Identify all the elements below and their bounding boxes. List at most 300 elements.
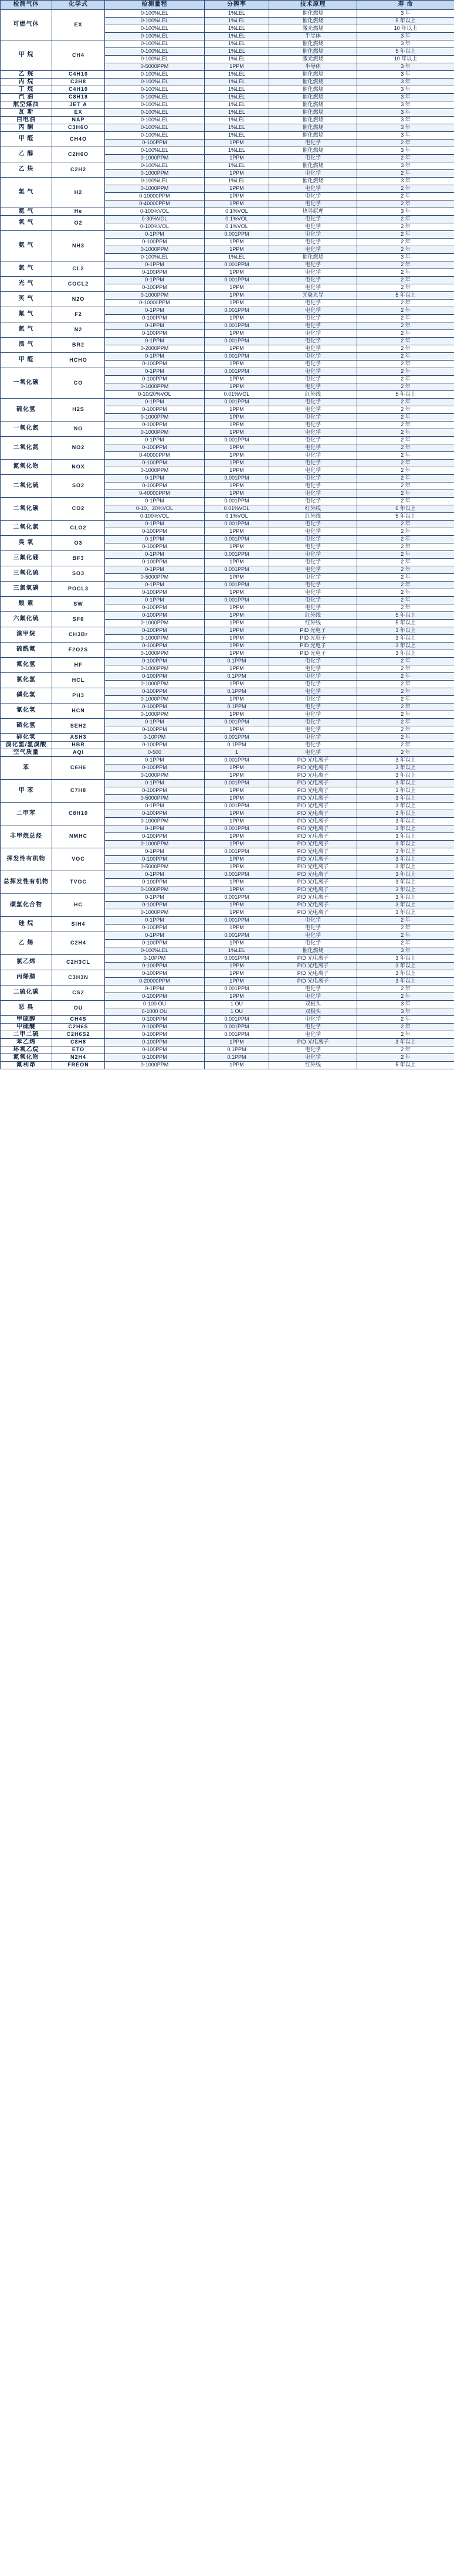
cell-range: 0-1000 OU bbox=[105, 1008, 205, 1016]
cell-resolution: 0.001PPM bbox=[205, 932, 269, 940]
cell-principle: 电化学 bbox=[269, 223, 357, 231]
cell-resolution: 0.001PPM bbox=[205, 803, 269, 810]
table-row bbox=[1, 1031, 454, 1039]
cell-range: 0-1PPM bbox=[105, 231, 205, 239]
cell-resolution: 0.001PPM bbox=[205, 551, 269, 559]
cell-principle: 催化燃烧 bbox=[269, 94, 357, 101]
cell-gas: 丁 烷 bbox=[1, 86, 52, 94]
cell-life: 3 年 bbox=[357, 109, 454, 117]
cell-formula: FREON bbox=[52, 1062, 105, 1069]
cell-life: 3 年 bbox=[357, 1008, 454, 1016]
cell-life: 3 年以上 bbox=[357, 894, 454, 902]
cell-gas: 笑 气 bbox=[1, 292, 52, 307]
cell-resolution: 0.001PPM bbox=[205, 985, 269, 993]
table-row bbox=[1, 894, 454, 902]
table-row bbox=[1, 803, 454, 810]
cell-range: 0-100%LEL bbox=[105, 48, 205, 56]
cell-life: 3 年以上 bbox=[357, 810, 454, 818]
cell-resolution: 1%LEL bbox=[205, 48, 269, 56]
cell-resolution: 0.001PPM bbox=[205, 338, 269, 345]
cell-life: 3 年 bbox=[357, 71, 454, 79]
cell-range: 0-5000PPM bbox=[105, 864, 205, 871]
cell-range: 0-1PPM bbox=[105, 551, 205, 559]
cell-range: 0-40000PPM bbox=[105, 490, 205, 498]
cell-principle: 电化学 bbox=[269, 940, 357, 947]
cell-principle: 电化学 bbox=[269, 406, 357, 414]
cell-gas: 瓦 斯 bbox=[1, 109, 52, 117]
cell-resolution: 1PPM bbox=[205, 559, 269, 566]
cell-resolution: 0.001PPM bbox=[205, 734, 269, 742]
cell-principle: 电化学 bbox=[269, 437, 357, 444]
cell-life: 2 年 bbox=[357, 193, 454, 200]
cell-resolution: 1PPM bbox=[205, 490, 269, 498]
cell-resolution: 1PPM bbox=[205, 681, 269, 688]
cell-principle: PID 光电离子 bbox=[269, 787, 357, 795]
cell-life: 5 年以上 bbox=[357, 391, 454, 399]
cell-gas: 三氯氧磷 bbox=[1, 582, 52, 597]
table-row bbox=[1, 932, 454, 940]
cell-principle: PID 光电子 bbox=[269, 627, 357, 635]
cell-life: 2 年 bbox=[357, 681, 454, 688]
table-row bbox=[1, 1062, 454, 1069]
cell-range: 0-100PPM bbox=[105, 726, 205, 734]
table-row bbox=[1, 261, 454, 269]
cell-range: 0-1PPM bbox=[105, 757, 205, 764]
cell-life: 3 年 bbox=[357, 1001, 454, 1008]
cell-life: 2 年 bbox=[357, 140, 454, 147]
cell-gas: 二氧化硫 bbox=[1, 475, 52, 498]
cell-life: 2 年 bbox=[357, 467, 454, 475]
cell-principle: 电化学 bbox=[269, 185, 357, 193]
cell-life: 2 年 bbox=[357, 673, 454, 681]
cell-resolution: 1PPM bbox=[205, 361, 269, 368]
cell-resolution: 1PPM bbox=[205, 864, 269, 871]
cell-life: 10 年以上 bbox=[357, 56, 454, 63]
cell-gas: 汽 油 bbox=[1, 94, 52, 101]
cell-life: 2 年 bbox=[357, 589, 454, 597]
cell-formula: CO bbox=[52, 368, 105, 399]
cell-life: 3 年以上 bbox=[357, 955, 454, 963]
cell-life: 2 年 bbox=[357, 719, 454, 726]
cell-resolution: 1PPM bbox=[205, 452, 269, 460]
cell-principle: 电化学 bbox=[269, 559, 357, 566]
cell-principle: 电化学 bbox=[269, 742, 357, 749]
cell-resolution: 1PPM bbox=[205, 879, 269, 886]
cell-life: 2 年 bbox=[357, 399, 454, 406]
cell-life: 3 年 bbox=[357, 86, 454, 94]
cell-life: 2 年 bbox=[357, 361, 454, 368]
cell-range: 0-100PPM bbox=[105, 559, 205, 566]
cell-formula: OU bbox=[52, 1001, 105, 1016]
cell-resolution: 1PPM bbox=[205, 787, 269, 795]
cell-resolution: 0.01%VOL bbox=[205, 391, 269, 399]
cell-resolution: 1%LEL bbox=[205, 79, 269, 86]
cell-principle: 电化学 bbox=[269, 566, 357, 574]
cell-resolution: 0.001PPM bbox=[205, 1031, 269, 1039]
cell-resolution: 0.001PPM bbox=[205, 719, 269, 726]
cell-range: 0-100PPM bbox=[105, 612, 205, 620]
cell-gas: 酸 素 bbox=[1, 597, 52, 612]
cell-range: 0-10000PPM bbox=[105, 300, 205, 307]
cell-principle: 双极头 bbox=[269, 1001, 357, 1008]
table-row bbox=[1, 704, 454, 711]
table-row bbox=[1, 521, 454, 528]
cell-range: 0-100PPM bbox=[105, 940, 205, 947]
cell-range: 0-40000PPM bbox=[105, 452, 205, 460]
cell-resolution: 1PPM bbox=[205, 764, 269, 772]
cell-principle: 电化学 bbox=[269, 528, 357, 536]
cell-resolution: 1PPM bbox=[205, 635, 269, 643]
cell-principle: PID 光电离子 bbox=[269, 856, 357, 864]
cell-principle: 催化燃烧 bbox=[269, 10, 357, 18]
cell-principle: 电化学 bbox=[269, 155, 357, 162]
cell-principle: 电化学 bbox=[269, 475, 357, 482]
cell-resolution: 1%LEL bbox=[205, 18, 269, 25]
table-row bbox=[1, 94, 454, 101]
cell-principle: 电化学 bbox=[269, 460, 357, 467]
cell-resolution: 0.001PPM bbox=[205, 261, 269, 269]
cell-formula: COCL2 bbox=[52, 277, 105, 292]
cell-formula: SO2 bbox=[52, 475, 105, 498]
table-row bbox=[1, 117, 454, 124]
cell-resolution: 1PPM bbox=[205, 833, 269, 841]
cell-formula: CLO2 bbox=[52, 521, 105, 536]
cell-life: 2 年 bbox=[357, 521, 454, 528]
cell-resolution: 0.1PPM bbox=[205, 1046, 269, 1054]
cell-principle: 红外线 bbox=[269, 620, 357, 627]
cell-principle: 电化学 bbox=[269, 322, 357, 330]
table-row bbox=[1, 79, 454, 86]
cell-life: 3 年 bbox=[357, 117, 454, 124]
cell-resolution: 0.001PPM bbox=[205, 399, 269, 406]
cell-resolution: 1PPM bbox=[205, 444, 269, 452]
cell-formula: TVOC bbox=[52, 871, 105, 894]
cell-resolution: 0.001PPM bbox=[205, 597, 269, 604]
cell-gas: 丙 烷 bbox=[1, 79, 52, 86]
cell-life: 2 年 bbox=[357, 246, 454, 254]
cell-gas: 挥发性有机物 bbox=[1, 848, 52, 871]
cell-principle: PID 光电离子 bbox=[269, 764, 357, 772]
cell-principle: 电化学 bbox=[269, 140, 357, 147]
cell-formula: CL2 bbox=[52, 261, 105, 277]
cell-principle: 电化学 bbox=[269, 422, 357, 429]
cell-principle: 电化学 bbox=[269, 658, 357, 665]
cell-life: 2 年 bbox=[357, 429, 454, 437]
cell-gas: 溴化氢/氢溴酸 bbox=[1, 742, 52, 749]
cell-resolution: 1PPM bbox=[205, 239, 269, 246]
table-row bbox=[1, 147, 454, 155]
cell-resolution: 1PPM bbox=[205, 902, 269, 909]
cell-range: 0-100%LEL bbox=[105, 147, 205, 155]
cell-life: 2 年 bbox=[357, 985, 454, 993]
cell-principle: 电化学 bbox=[269, 345, 357, 353]
table-row bbox=[1, 216, 454, 223]
cell-life: 2 年 bbox=[357, 330, 454, 338]
cell-life: 3 年以上 bbox=[357, 764, 454, 772]
table-row bbox=[1, 178, 454, 185]
cell-gas: 二氧化氯 bbox=[1, 521, 52, 536]
cell-range: 0-1PPM bbox=[105, 261, 205, 269]
header-formula: 化学式 bbox=[52, 1, 105, 10]
cell-gas: 氟 气 bbox=[1, 307, 52, 322]
cell-principle: PID 光电离子 bbox=[269, 757, 357, 764]
cell-range: 0-100%LEL bbox=[105, 162, 205, 170]
cell-range: 0-1PPM bbox=[105, 848, 205, 856]
cell-resolution: 1%LEL bbox=[205, 56, 269, 63]
cell-resolution: 1PPM bbox=[205, 993, 269, 1001]
cell-principle: PID 光电离子 bbox=[269, 955, 357, 963]
cell-principle: 热导原理 bbox=[269, 208, 357, 216]
cell-range: 0-1000PPM bbox=[105, 1062, 205, 1069]
cell-life: 5 年以上 bbox=[357, 612, 454, 620]
cell-life: 3 年 bbox=[357, 63, 454, 71]
cell-principle: PID 光电离子 bbox=[269, 825, 357, 833]
table-row bbox=[1, 970, 454, 978]
cell-resolution: 1PPM bbox=[205, 970, 269, 978]
cell-range: 0-1000PPM bbox=[105, 681, 205, 688]
cell-life: 2 年 bbox=[357, 338, 454, 345]
cell-resolution: 1PPM bbox=[205, 200, 269, 208]
cell-life: 2 年 bbox=[357, 1016, 454, 1024]
cell-principle: 电化学 bbox=[269, 665, 357, 673]
table-row bbox=[1, 1054, 454, 1062]
cell-range: 0-1PPM bbox=[105, 871, 205, 879]
cell-life: 2 年 bbox=[357, 551, 454, 559]
table-row bbox=[1, 871, 454, 879]
cell-gas: 环氧乙烷 bbox=[1, 1046, 52, 1054]
cell-range: 0-100%LEL bbox=[105, 86, 205, 94]
cell-range: 0-100%LEL bbox=[105, 56, 205, 63]
cell-resolution: 0.001PPM bbox=[205, 475, 269, 482]
cell-range: 0-1PPM bbox=[105, 917, 205, 925]
cell-resolution: 0.001PPM bbox=[205, 780, 269, 787]
cell-formula: BF3 bbox=[52, 551, 105, 566]
cell-formula: C2H6O bbox=[52, 147, 105, 162]
cell-resolution: 1PPM bbox=[205, 315, 269, 322]
cell-range: 0-1PPM bbox=[105, 277, 205, 284]
cell-principle: 电化学 bbox=[269, 704, 357, 711]
cell-formula: C6H6 bbox=[52, 757, 105, 780]
cell-range: 0-100%LEL bbox=[105, 25, 205, 33]
cell-gas: 甲 苯 bbox=[1, 780, 52, 803]
cell-life: 2 年 bbox=[357, 406, 454, 414]
table-row bbox=[1, 231, 454, 239]
cell-formula: F2O2S bbox=[52, 643, 105, 658]
cell-resolution: 1 OU bbox=[205, 1008, 269, 1016]
cell-range: 0-5000PPM bbox=[105, 574, 205, 582]
table-row bbox=[1, 322, 454, 330]
cell-formula: C4H10 bbox=[52, 86, 105, 94]
cell-principle: 电化学 bbox=[269, 749, 357, 757]
cell-range: 0-100%LEL bbox=[105, 124, 205, 132]
cell-formula: HC bbox=[52, 894, 105, 917]
cell-gas: 一氧化碳 bbox=[1, 368, 52, 399]
cell-formula: C2H4 bbox=[52, 932, 105, 955]
cell-principle: 电化学 bbox=[269, 490, 357, 498]
table-row bbox=[1, 498, 454, 505]
table-row bbox=[1, 643, 454, 650]
cell-principle: 红外线 bbox=[269, 391, 357, 399]
cell-range: 0-10PPM bbox=[105, 955, 205, 963]
cell-life: 6 年以上 bbox=[357, 505, 454, 513]
cell-resolution: 1PPM bbox=[205, 345, 269, 353]
cell-principle: 电化学 bbox=[269, 1054, 357, 1062]
table-row bbox=[1, 955, 454, 963]
cell-range: 0-1PPM bbox=[105, 322, 205, 330]
table-row bbox=[1, 124, 454, 132]
cell-resolution: 1PPM bbox=[205, 711, 269, 719]
cell-range: 0-1000PPM bbox=[105, 246, 205, 254]
cell-life: 2 年 bbox=[357, 185, 454, 193]
cell-resolution: 1PPM bbox=[205, 269, 269, 277]
table-row bbox=[1, 658, 454, 665]
table-row bbox=[1, 742, 454, 749]
cell-formula: NO bbox=[52, 422, 105, 437]
cell-life: 2 年 bbox=[357, 475, 454, 482]
cell-life: 2 年 bbox=[357, 1054, 454, 1062]
cell-range: 0-100PPM bbox=[105, 1016, 205, 1024]
cell-range: 0-100%LEL bbox=[105, 10, 205, 18]
cell-range: 0-1PPM bbox=[105, 894, 205, 902]
cell-life: 2 年 bbox=[357, 1046, 454, 1054]
cell-resolution: 1PPM bbox=[205, 612, 269, 620]
cell-formula: N2O bbox=[52, 292, 105, 307]
cell-resolution: 1%LEL bbox=[205, 86, 269, 94]
table-row bbox=[1, 1001, 454, 1008]
cell-formula: HCN bbox=[52, 704, 105, 719]
cell-resolution: 1PPM bbox=[205, 620, 269, 627]
cell-formula: HBR bbox=[52, 742, 105, 749]
cell-life: 3 年以上 bbox=[357, 871, 454, 879]
cell-principle: 电化学 bbox=[269, 925, 357, 932]
cell-principle: PID 光电离子 bbox=[269, 970, 357, 978]
table-row bbox=[1, 277, 454, 284]
cell-range: 0-1000PPM bbox=[105, 429, 205, 437]
cell-principle: 催化燃烧 bbox=[269, 162, 357, 170]
cell-life: 2 年 bbox=[357, 376, 454, 383]
cell-principle: 电化学 bbox=[269, 307, 357, 315]
cell-range: 0-1000PPM bbox=[105, 620, 205, 627]
cell-formula: C7H8 bbox=[52, 780, 105, 803]
cell-principle: 电化学 bbox=[269, 467, 357, 475]
cell-formula: C4H10 bbox=[52, 71, 105, 79]
cell-life: 5 年以上 bbox=[357, 1062, 454, 1069]
cell-principle: 电化学 bbox=[269, 597, 357, 604]
cell-principle: 电化学 bbox=[269, 681, 357, 688]
gas-detection-spec-table bbox=[0, 0, 454, 1069]
cell-life: 3 年以上 bbox=[357, 757, 454, 764]
cell-range: 0-1000PPM bbox=[105, 414, 205, 422]
cell-formula: C2H6S2 bbox=[52, 1031, 105, 1039]
cell-principle: 电化学 bbox=[269, 330, 357, 338]
cell-life: 2 年 bbox=[357, 917, 454, 925]
header-principle: 技术原理 bbox=[269, 1, 357, 10]
cell-principle: 电化学 bbox=[269, 719, 357, 726]
table-row bbox=[1, 612, 454, 620]
cell-gas: 乙 炔 bbox=[1, 162, 52, 178]
cell-resolution: 1PPM bbox=[205, 604, 269, 612]
cell-range: 0-1000PPM bbox=[105, 467, 205, 475]
cell-range: 0-1000PPM bbox=[105, 650, 205, 658]
cell-life: 2 年 bbox=[357, 284, 454, 292]
cell-resolution: 0.001PPM bbox=[205, 894, 269, 902]
cell-principle: PID 光电离子 bbox=[269, 978, 357, 985]
cell-range: 0-100PPM bbox=[105, 764, 205, 772]
cell-principle: 电化学 bbox=[269, 170, 357, 178]
cell-life: 3 年以上 bbox=[357, 787, 454, 795]
cell-gas: 氟化氢 bbox=[1, 658, 52, 673]
cell-resolution: 0.1%VOL bbox=[205, 208, 269, 216]
header-range: 检测量程 bbox=[105, 1, 205, 10]
cell-gas: 氮 气 bbox=[1, 322, 52, 338]
cell-principle: 电化学 bbox=[269, 1046, 357, 1054]
cell-life: 2 年 bbox=[357, 543, 454, 551]
cell-range: 0-100PPM bbox=[105, 963, 205, 970]
cell-resolution: 1 OU bbox=[205, 1001, 269, 1008]
cell-resolution: 0.1PPM bbox=[205, 1054, 269, 1062]
cell-life: 2 年 bbox=[357, 749, 454, 757]
cell-principle: 激光燃烧 bbox=[269, 56, 357, 63]
table-row bbox=[1, 627, 454, 635]
cell-range: 0-100%VOL bbox=[105, 223, 205, 231]
cell-formula: N2 bbox=[52, 322, 105, 338]
cell-life: 3 年以上 bbox=[357, 803, 454, 810]
cell-principle: 电化学 bbox=[269, 521, 357, 528]
cell-range: 0-100PPM bbox=[105, 810, 205, 818]
table-row bbox=[1, 132, 454, 140]
cell-formula: NOX bbox=[52, 460, 105, 475]
cell-formula: JET A bbox=[52, 101, 105, 109]
cell-gas: 碳氢化合物 bbox=[1, 894, 52, 917]
cell-range: 0-1PPM bbox=[105, 437, 205, 444]
cell-life: 3 年 bbox=[357, 10, 454, 18]
cell-life: 3 年以上 bbox=[357, 795, 454, 803]
cell-principle: 电化学 bbox=[269, 589, 357, 597]
cell-formula: HCHO bbox=[52, 353, 105, 368]
cell-life: 2 年 bbox=[357, 277, 454, 284]
cell-range: 0-1000PPM bbox=[105, 772, 205, 780]
cell-gas: 甲硫醇 bbox=[1, 1016, 52, 1024]
table-row bbox=[1, 1046, 454, 1054]
cell-principle: PID 光电离子 bbox=[269, 864, 357, 871]
cell-gas: 甲硫醚 bbox=[1, 1024, 52, 1031]
cell-formula: NAP bbox=[52, 117, 105, 124]
cell-life: 2 年 bbox=[357, 482, 454, 490]
cell-resolution: 1PPM bbox=[205, 63, 269, 71]
cell-resolution: 1 bbox=[205, 749, 269, 757]
cell-principle: 红外线 bbox=[269, 1062, 357, 1069]
cell-principle: 电化学 bbox=[269, 688, 357, 696]
cell-range: 0-40000PPM bbox=[105, 200, 205, 208]
table-row bbox=[1, 10, 454, 18]
cell-life: 2 年 bbox=[357, 665, 454, 673]
cell-life: 2 年 bbox=[357, 353, 454, 361]
cell-gas: 氰化氢 bbox=[1, 704, 52, 719]
cell-life: 2 年 bbox=[357, 604, 454, 612]
cell-formula: NMHC bbox=[52, 825, 105, 848]
cell-resolution: 1PPM bbox=[205, 543, 269, 551]
cell-life: 3 年 bbox=[357, 147, 454, 155]
header-resolution: 分辨率 bbox=[205, 1, 269, 10]
cell-life: 2 年 bbox=[357, 322, 454, 330]
cell-range: 0-20000PPM bbox=[105, 978, 205, 985]
cell-formula: ASH3 bbox=[52, 734, 105, 742]
cell-principle: 电化学 bbox=[269, 604, 357, 612]
cell-life: 2 年 bbox=[357, 574, 454, 582]
cell-resolution: 0.001PPM bbox=[205, 322, 269, 330]
cell-life: 2 年 bbox=[357, 726, 454, 734]
cell-life: 3 年以上 bbox=[357, 841, 454, 848]
